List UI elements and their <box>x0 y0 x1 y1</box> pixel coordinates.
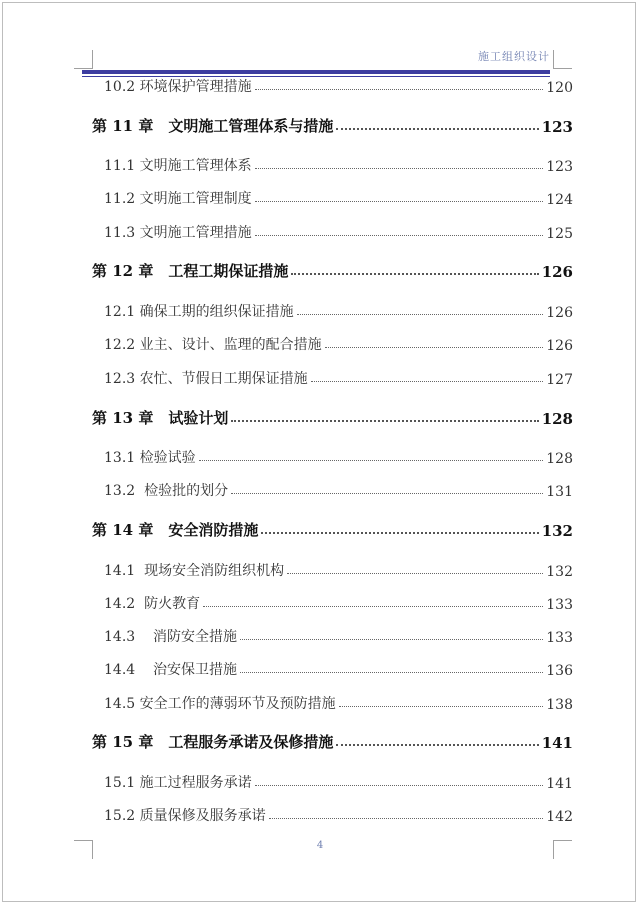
toc-section-entry[interactable] <box>92 297 573 321</box>
toc-entry-page: 126 <box>546 305 573 321</box>
toc-section-entry[interactable] <box>92 72 573 96</box>
toc-entry-page: 120 <box>546 80 573 96</box>
toc-dot-leader <box>287 573 543 574</box>
toc-section-entry[interactable] <box>92 589 573 613</box>
toc-entry-page: 138 <box>546 697 573 713</box>
toc-dot-leader <box>336 128 538 130</box>
toc-entry-label: 15.1 施工过程服务承诺 <box>104 775 252 791</box>
toc-entry-label: 14.1 现场安全消防组织机构 <box>104 563 285 579</box>
toc-entry-page: 124 <box>546 192 573 208</box>
toc-entry-label: 第 13 章 试验计划 <box>92 409 229 427</box>
toc-section-entry[interactable] <box>92 443 573 467</box>
toc-section-entry[interactable] <box>92 622 573 646</box>
toc-entry-label: 13.1 检验试验 <box>104 450 196 466</box>
toc-entry-label: 第 12 章 工程工期保证措施 <box>92 262 289 280</box>
toc-entry-page: 126 <box>541 263 573 281</box>
toc-entry-page: 141 <box>541 734 573 752</box>
toc-entry-label: 15.2 质量保修及服务承诺 <box>104 808 266 824</box>
toc-section-entry[interactable] <box>92 476 573 500</box>
toc-entry-label: 12.3 农忙、节假日工期保证措施 <box>104 371 308 387</box>
toc-entry-page: 131 <box>546 484 573 500</box>
toc-entry-page: 127 <box>546 372 573 388</box>
toc-dot-leader <box>231 420 538 422</box>
toc-entry-page: 133 <box>546 597 573 613</box>
toc-dot-leader <box>199 460 544 461</box>
toc-entry-label: 12.1 确保工期的组织保证措施 <box>104 304 294 320</box>
toc-entry-label: 14.3 消防安全措施 <box>104 629 237 645</box>
toc-dot-leader <box>291 273 538 275</box>
toc-entry-page: 132 <box>546 564 573 580</box>
toc-entry-label: 11.3 文明施工管理措施 <box>104 225 252 241</box>
toc-dot-leader <box>297 314 544 315</box>
toc-chapter-entry[interactable] <box>92 728 573 752</box>
toc-entry-label: 14.4 治安保卫措施 <box>104 662 237 678</box>
toc-dot-leader <box>231 493 543 494</box>
toc-dot-leader <box>203 606 543 607</box>
toc-entry-label: 13.2 检验批的划分 <box>104 483 229 499</box>
toc-dot-leader <box>255 785 544 786</box>
header-title: 施工组织设计 <box>478 50 550 63</box>
toc-entry-page: 136 <box>546 663 573 679</box>
toc-entry-label: 第 11 章 文明施工管理体系与措施 <box>92 117 334 135</box>
toc-section-entry[interactable] <box>92 218 573 242</box>
toc-entry-page: 141 <box>546 776 573 792</box>
toc-chapter-entry[interactable] <box>92 516 573 540</box>
toc-dot-leader <box>255 89 544 90</box>
toc-dot-leader <box>325 347 544 348</box>
toc-section-entry[interactable] <box>92 689 573 713</box>
crop-mark-top-right <box>553 50 572 69</box>
toc-entry-page: 133 <box>546 630 573 646</box>
toc-dot-leader <box>255 168 544 169</box>
toc-chapter-entry[interactable] <box>92 257 573 281</box>
toc-section-entry[interactable] <box>92 556 573 580</box>
toc-entry-page: 128 <box>546 451 573 467</box>
toc-dot-leader <box>269 818 544 819</box>
toc-section-entry[interactable] <box>92 184 573 208</box>
toc-entry-page: 132 <box>541 522 573 540</box>
toc-entry-page: 123 <box>541 118 573 136</box>
toc-dot-leader <box>240 672 543 673</box>
toc-entry-label: 第 15 章 工程服务承诺及保修措施 <box>92 733 334 751</box>
toc-section-entry[interactable] <box>92 768 573 792</box>
toc-entry-page: 125 <box>546 226 573 242</box>
toc-entry-label: 10.2 环境保护管理措施 <box>104 79 252 95</box>
crop-mark-top-left <box>74 50 93 69</box>
toc-entry-label: 14.2 防火教育 <box>104 596 201 612</box>
toc-dot-leader <box>261 532 538 534</box>
toc-section-entry[interactable] <box>92 801 573 825</box>
toc-section-entry[interactable] <box>92 330 573 354</box>
toc-entry-page: 142 <box>546 809 573 825</box>
toc-entry-page: 123 <box>546 159 573 175</box>
toc-entry-label: 12.2 业主、设计、监理的配合措施 <box>104 337 322 353</box>
page-number: 4 <box>316 840 324 851</box>
toc-dot-leader <box>336 744 538 746</box>
toc-entry-page: 126 <box>546 338 573 354</box>
toc-entry-label: 11.1 文明施工管理体系 <box>104 158 252 174</box>
toc-dot-leader <box>255 235 544 236</box>
toc-section-entry[interactable] <box>92 655 573 679</box>
toc-entry-page: 128 <box>541 410 573 428</box>
toc-entry-label: 11.2 文明施工管理制度 <box>104 191 252 207</box>
toc-dot-leader <box>339 706 544 707</box>
toc-section-entry[interactable] <box>92 364 573 388</box>
toc-chapter-entry[interactable] <box>92 112 573 136</box>
toc-section-entry[interactable] <box>92 151 573 175</box>
toc-entry-label: 14.5 安全工作的薄弱环节及预防措施 <box>104 696 336 712</box>
toc-chapter-entry[interactable] <box>92 404 573 428</box>
toc-dot-leader <box>255 201 544 202</box>
toc-dot-leader <box>311 381 544 382</box>
toc-dot-leader <box>240 639 543 640</box>
toc-entry-label: 第 14 章 安全消防措施 <box>92 521 259 539</box>
